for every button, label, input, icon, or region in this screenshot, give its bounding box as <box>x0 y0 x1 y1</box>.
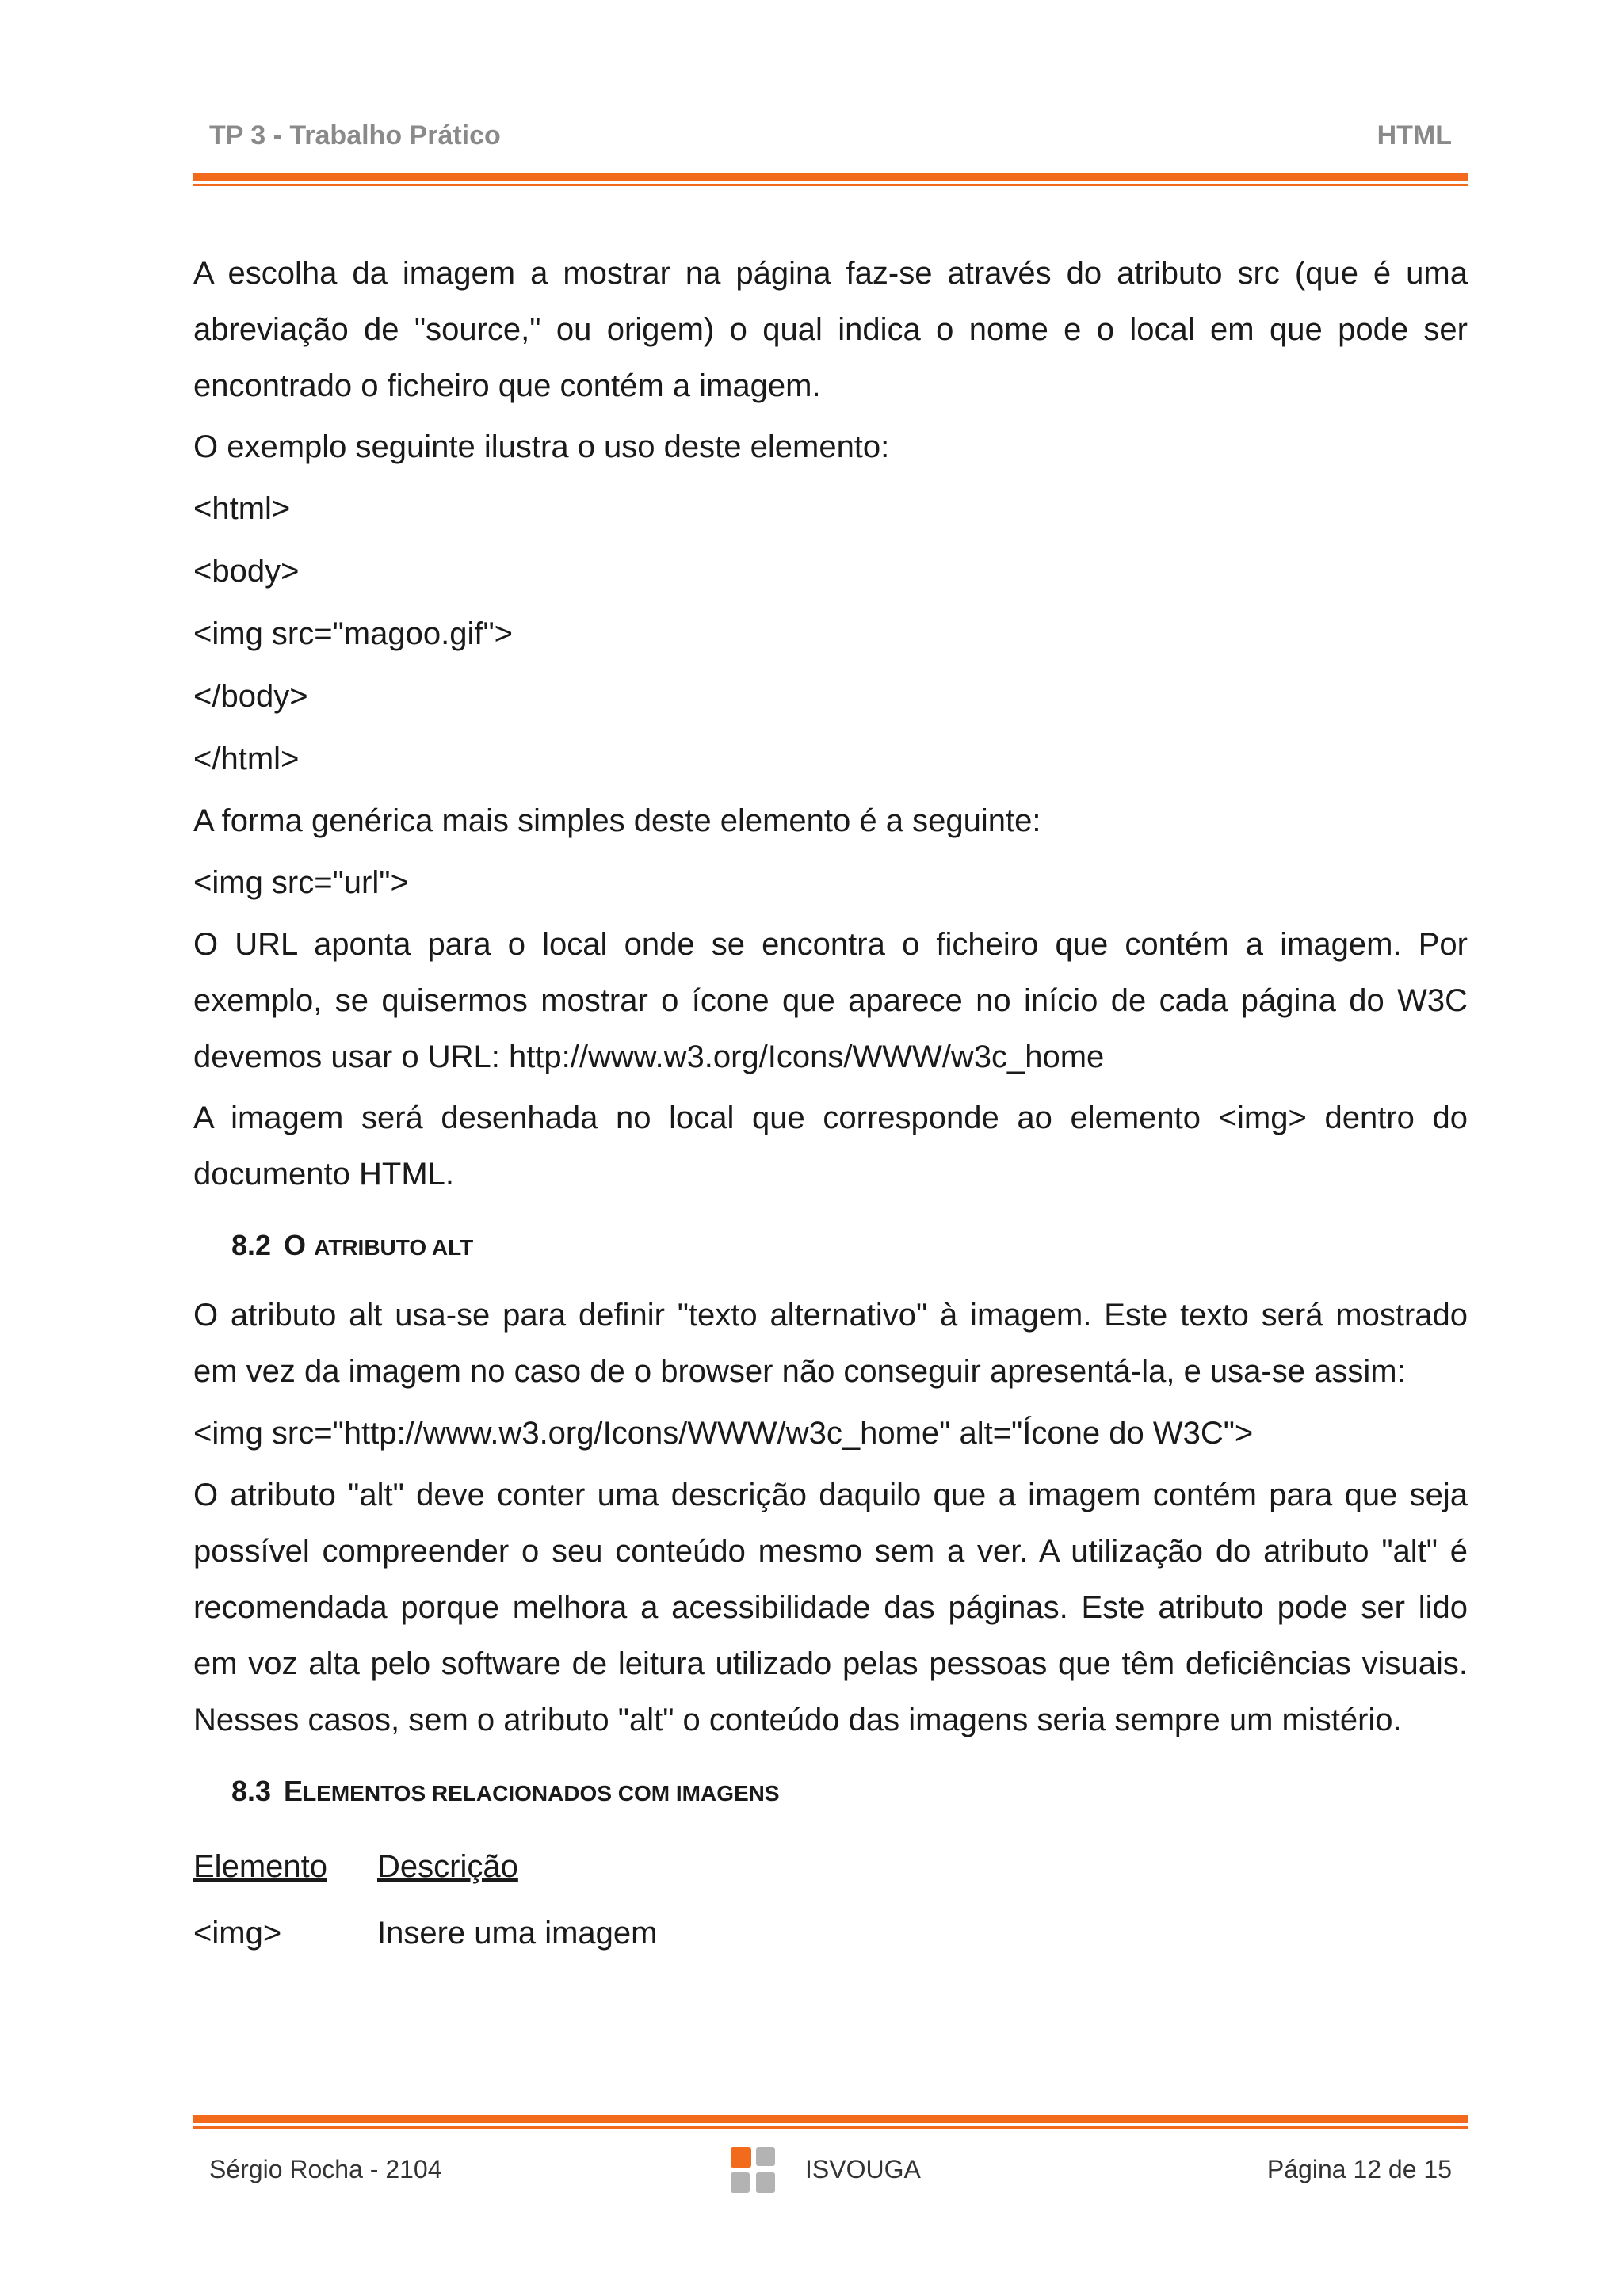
paragraph: O exemplo seguinte ilustra o uso deste elemento: <box>193 429 890 464</box>
elements-table <box>193 1833 1468 1966</box>
section-title: ATRIBUTO ALT <box>314 1235 474 1260</box>
table-cell-description: Insere uma imagem <box>377 1915 658 1951</box>
table-header-element: Elemento <box>193 1848 327 1884</box>
section-heading-8-3 <box>231 1768 1468 1817</box>
page-footer <box>193 2115 1468 2195</box>
section-title-initial: O <box>284 1229 307 1261</box>
code-line: </html> <box>193 742 300 776</box>
table-header-description: Descrição <box>377 1848 518 1884</box>
header-title: TP 3 - Trabalho Prático <box>209 120 501 151</box>
isvouga-logo-icon <box>729 2145 777 2195</box>
paragraph: A escolha da imagem a mostrar na página faz-se através do atributo src (que é uma abreviação de "source," ou origem) o qual indica o nome e o local em que pode ser encontrado o ficheiro que contém a imagem. <box>193 256 1468 403</box>
code-line: <img src="magoo.gif"> <box>193 616 514 651</box>
footer-rule-thin <box>193 2126 1468 2129</box>
header-subject: HTML <box>1377 120 1452 151</box>
footer-author: Sérgio Rocha - 2104 <box>209 2155 442 2183</box>
paragraph: A forma genérica mais simples deste elemento é a seguinte: <box>193 803 1041 838</box>
paragraph: O URL aponta para o local onde se encontra o ficheiro que contém a imagem. Por exemplo, se quisermos mostrar o ícone que aparece no início de cada página do W3C devemos usar o URL: http://www.w3.org/Icons/WWW/w3c_home <box>193 927 1468 1074</box>
footer-institution: ISVOUGA <box>805 2155 921 2183</box>
code-line: <body> <box>193 554 300 589</box>
section-title: LEMENTOS RELACIONADOS COM IMAGENS <box>303 1781 780 1806</box>
document-body <box>193 246 1468 1966</box>
section-number: 8.3 <box>231 1775 272 1807</box>
header-rule <box>193 173 1468 181</box>
code-line: <img src="http://www.w3.org/Icons/WWW/w3c_home" alt="Ícone do W3C"> <box>193 1416 1254 1451</box>
section-title-initial: E <box>284 1775 304 1807</box>
section-number: 8.2 <box>231 1229 272 1261</box>
footer-rule <box>193 2115 1468 2123</box>
header-rule-thin <box>193 184 1468 186</box>
paragraph: O atributo alt usa-se para definir "texto alternativo" à imagem. Este texto será mostrado em vez da imagem no caso de o browser não conseguir apresentá-la, e usa-se assim: <box>193 1298 1468 1389</box>
paragraph: O atributo "alt" deve conter uma descrição daquilo que a imagem contém para que seja possível compreender o seu conteúdo mesmo sem a ver. A utilização do atributo "alt" é recomendada porque melhora a acessibilidade das páginas. Este atributo pode ser lido em voz alta pelo software de leitura utilizado pelas pessoas que têm deficiências visuais. Nesses casos, sem o atributo "alt" o conteúdo das imagens seria sempre um mistério. <box>193 1478 1468 1737</box>
table-row <box>193 1900 1468 1966</box>
section-heading-8-2 <box>231 1222 1468 1272</box>
paragraph: A imagem será desenhada no local que corresponde ao elemento <img> dentro do documento HTML. <box>193 1100 1468 1192</box>
table-cell-element: <img> <box>193 1915 282 1951</box>
code-line: <img src="url"> <box>193 865 409 900</box>
page-header <box>193 120 1468 192</box>
table-header-row <box>193 1833 1468 1900</box>
footer-page-number: Página 12 de 15 <box>1266 2155 1452 2183</box>
code-line: </body> <box>193 679 308 714</box>
code-line: <html> <box>193 491 291 526</box>
